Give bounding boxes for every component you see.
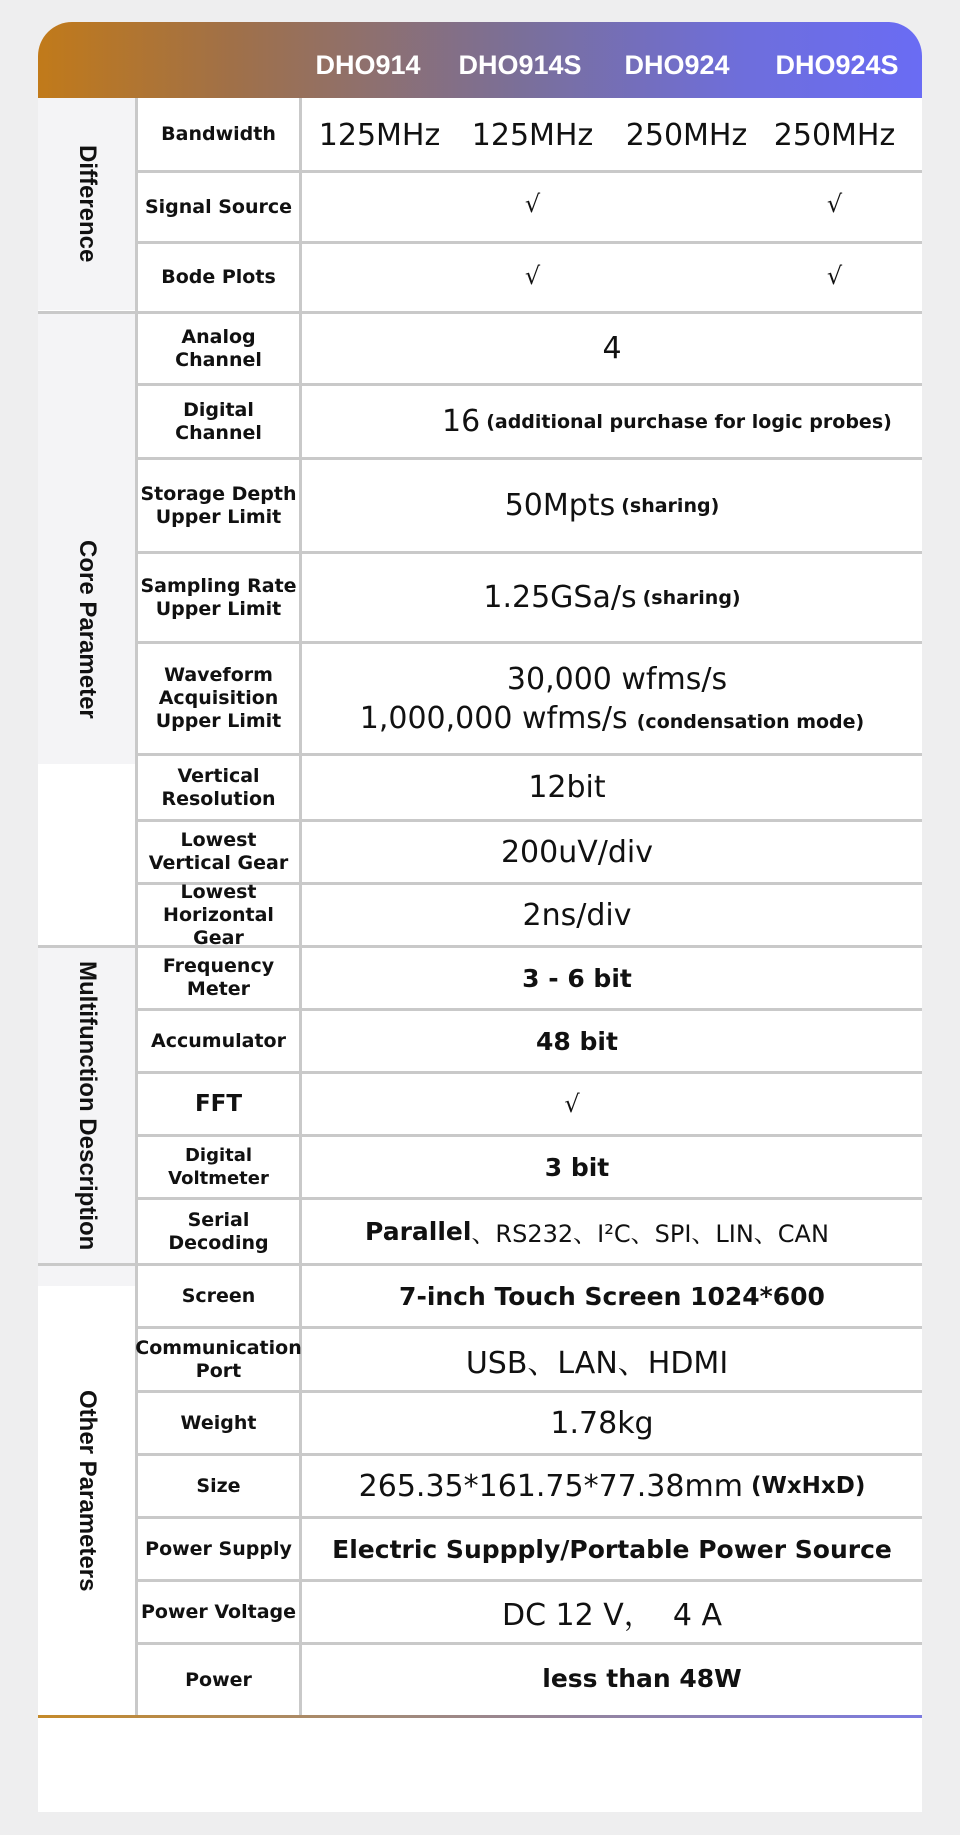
param-frequency-meter: Frequency Meter — [162, 955, 275, 1000]
param-lowest-vertical-gear: Lowest Vertical Gear — [148, 829, 289, 874]
param-bode-plots: Bode Plots — [161, 266, 276, 288]
table-header — [38, 22, 922, 98]
param-power-supply: Power Supply — [145, 1537, 292, 1560]
lowest-horizontal-gear-value: 2ns/div — [522, 897, 632, 933]
power-voltage-value: DC 12 V， 4 A — [501, 1598, 723, 1633]
param-digital-channel: Digital Channel — [175, 398, 262, 444]
communication-port-value: USB、LAN、HDMI — [465, 1345, 729, 1381]
weight-value: 1.78kg — [550, 1405, 654, 1441]
param-storage-depth: Storage Depth Upper Limit — [140, 482, 297, 528]
sampling-rate-value: 1.25GSa/s (sharing) — [483, 580, 741, 615]
bandwidth-values — [302, 98, 922, 170]
comparison-table — [38, 22, 922, 1812]
param-vertical-resolution: Vertical Resolution — [161, 764, 276, 810]
lowest-vertical-gear-value: 200uV/div — [500, 834, 654, 870]
waveform-acquisition-value: 30,000 wfms/s 1,000,000 wfms/s (condensation mode) — [359, 661, 865, 736]
param-size: Size — [196, 1474, 241, 1497]
digital-channel-value: 16 (additional purchase for logic probes) — [442, 404, 892, 439]
param-signal-source: Signal Source — [144, 195, 293, 218]
signal-source-check-dho914s: √ — [524, 190, 541, 218]
param-lowest-horizontal-gear: Lowest Horizontal Gear — [163, 880, 274, 949]
param-analog-channel: Analog Channel — [175, 325, 262, 371]
param-fft: FFT — [194, 1090, 243, 1117]
table-bottom-rule — [38, 1715, 922, 1718]
screen-value: 7-inch Touch Screen 1024*600 — [399, 1281, 825, 1311]
section-label-multifunction: Multifunction Description — [74, 960, 101, 1251]
bode-plots-check-dho914s: √ — [524, 262, 541, 290]
serial-decoding-value: Parallel 、RS232、I²C、SPI、LIN、CAN — [365, 1217, 829, 1248]
signal-source-check-dho924s: √ — [826, 190, 843, 218]
bandwidth-dho924s: 250MHz — [773, 118, 896, 153]
frequency-meter-value: 3 - 6 bit — [522, 963, 632, 993]
storage-depth-value: 50Mpts (sharing) — [504, 488, 720, 523]
fft-value: √ — [564, 1090, 580, 1118]
model-dho914: DHO914 — [315, 50, 421, 80]
accumulator-value: 48 bit — [536, 1026, 618, 1056]
power-value: less than 48W — [542, 1663, 742, 1693]
power-supply-value: Electric Suppply/Portable Power Source — [332, 1534, 892, 1564]
digital-voltmeter-value: 3 bit — [544, 1152, 610, 1182]
param-bandwidth: Bandwidth — [161, 122, 276, 145]
param-accumulator: Accumulator — [151, 1029, 286, 1052]
bandwidth-dho924: 250MHz — [625, 118, 748, 153]
bandwidth-dho914: 125MHz — [318, 118, 441, 153]
param-serial-decoding: Serial Decoding — [168, 1208, 269, 1254]
param-sampling-rate: Sampling Rate Upper Limit — [140, 574, 297, 620]
section-label-core-parameter: Core Parameter — [74, 540, 101, 719]
analog-channel-value: 4 — [602, 331, 622, 366]
param-communication-port: Communication Port — [135, 1336, 302, 1382]
param-power-voltage: Power Voltage — [140, 1600, 297, 1623]
section-label-other-parameters: Other Parameters — [74, 1389, 101, 1592]
param-screen: Screen — [181, 1284, 256, 1307]
bode-plots-check-dho924s: √ — [826, 262, 843, 290]
param-power: Power — [185, 1668, 252, 1691]
model-dho924s: DHO924S — [775, 50, 899, 80]
vertical-resolution-value: 12bit — [528, 770, 606, 805]
size-value: 265.35*161.75*77.38mm (WxHxD) — [358, 1468, 866, 1504]
model-dho924: DHO924 — [624, 50, 730, 80]
param-waveform-acquisition: Waveform Acquisition Upper Limit — [155, 664, 282, 732]
param-weight: Weight — [180, 1411, 257, 1434]
bandwidth-dho914s: 125MHz — [471, 118, 594, 153]
model-dho914s: DHO914S — [458, 50, 582, 80]
section-label-difference: Difference — [74, 145, 101, 263]
param-digital-voltmeter: Digital Voltmeter — [168, 1145, 269, 1189]
